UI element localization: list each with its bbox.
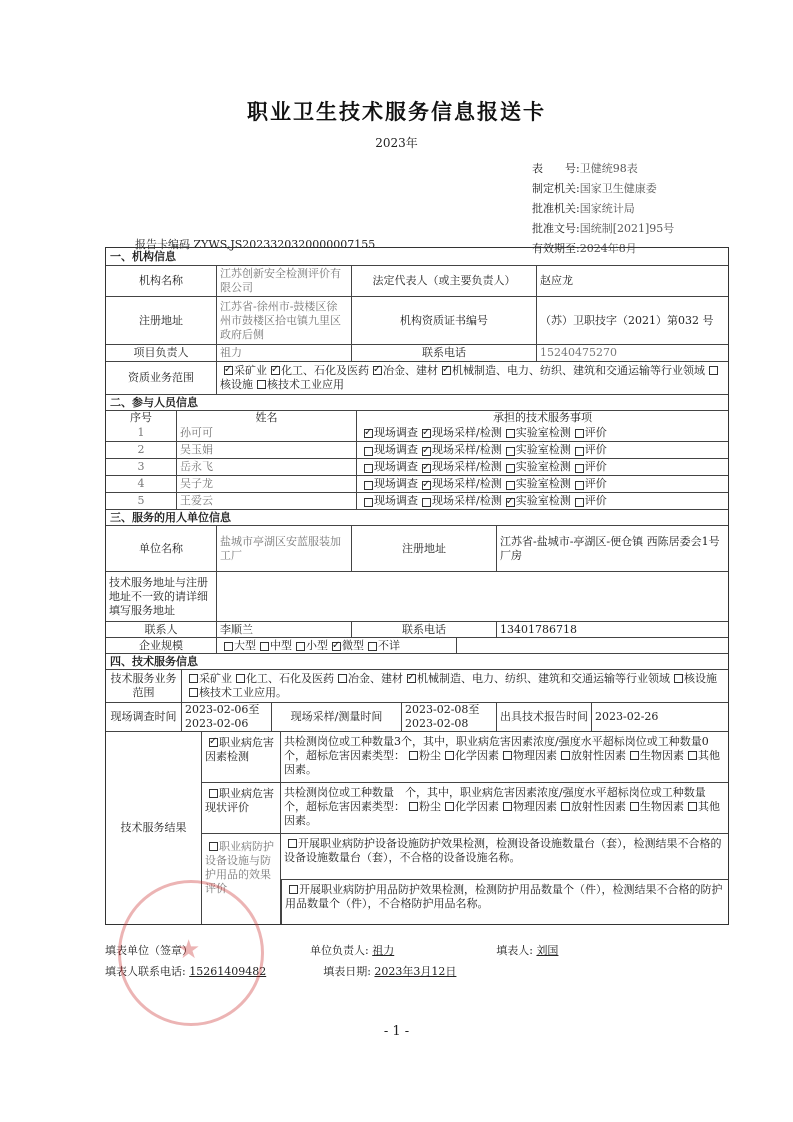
- task-label: 现场采样/检测: [432, 494, 502, 507]
- org-address: 江苏省-徐州市-鼓楼区徐州市鼓楼区拾屯镇九里区政府后侧: [216, 297, 351, 344]
- checkbox-label: 放射性因素: [571, 800, 626, 813]
- checkbox-label: 放射性因素: [571, 749, 626, 762]
- meta-label: 表 号:: [532, 162, 580, 175]
- checkbox-label: 采矿业: [234, 364, 267, 377]
- task-label: 评价: [584, 477, 607, 490]
- participant-row: [106, 492, 728, 509]
- checkbox[interactable]: [442, 366, 451, 375]
- checkbox-label: 其他因素。: [284, 749, 720, 776]
- task-label: 实验室检测: [515, 460, 571, 473]
- task-checkbox[interactable]: [506, 429, 515, 438]
- r2-text-cell: [280, 783, 728, 833]
- sample-time-label: 现场采样/测量时间: [271, 703, 401, 731]
- unit-tel-label: 联系电话: [351, 622, 496, 637]
- task-checkbox[interactable]: [364, 464, 373, 473]
- checkbox[interactable]: [224, 366, 233, 375]
- meta-line: [532, 220, 674, 236]
- participant-no: 3: [137, 460, 145, 473]
- checkbox[interactable]: [236, 674, 245, 683]
- checkbox[interactable]: [224, 642, 233, 651]
- task-label: 现场采样/检测: [432, 443, 502, 456]
- task-label: 实验室检测: [515, 477, 571, 490]
- checkbox-label: 化学因素: [455, 749, 499, 762]
- contact: 李顺兰: [216, 622, 351, 637]
- filler-tel: 15261409482: [189, 965, 267, 978]
- checkbox-label: 冶金、建材: [383, 364, 438, 377]
- checkbox[interactable]: [674, 674, 683, 683]
- task-checkbox[interactable]: [364, 498, 373, 507]
- header-name: 姓名: [176, 411, 356, 424]
- checkbox[interactable]: [688, 802, 697, 811]
- checkbox[interactable]: [561, 751, 570, 760]
- checkbox[interactable]: [373, 366, 382, 375]
- qual-scope: [216, 362, 728, 394]
- r3b-text: 开展职业病防护用品防护效果检测，检测防护用品数量个（件），检测结果不合格的防护用品数量个（件），不合格防护用品名称。: [285, 883, 723, 910]
- task-checkbox[interactable]: [575, 464, 584, 473]
- pm-label: 项目负责人: [133, 346, 189, 359]
- task-checkbox[interactable]: [575, 447, 584, 456]
- org-address-label: 注册地址: [139, 313, 183, 327]
- size-label: 企业规模: [139, 638, 183, 652]
- checkbox[interactable]: [368, 642, 377, 651]
- r3a-cell: [281, 834, 728, 880]
- unit-head: 祖力: [372, 944, 395, 957]
- r3b-cell: [281, 880, 728, 924]
- checkbox[interactable]: [189, 688, 198, 697]
- unit-address-label: 注册地址: [351, 526, 496, 571]
- checkbox-label: 化工、石化及医药: [281, 364, 369, 377]
- legal-rep-label: 法定代表人（或主要负责人）: [351, 266, 536, 296]
- form-title: 职业卫生技术服务信息报送卡: [247, 99, 546, 124]
- checkbox-label: 粉尘: [419, 749, 441, 762]
- report-time-label: 出具技术报告时间: [496, 703, 591, 731]
- checkbox[interactable]: [561, 802, 570, 811]
- org-name-label: 机构名称: [139, 274, 183, 287]
- participant-row: [106, 458, 728, 475]
- checkbox-label: 小型: [306, 638, 328, 652]
- pm: 祖力: [216, 345, 351, 361]
- participant-tasks: [356, 442, 728, 458]
- task-label: 现场调查: [374, 425, 418, 439]
- task-checkbox[interactable]: [364, 447, 373, 456]
- meta-value: 国家卫生健康委: [579, 182, 657, 195]
- filler-tel-label: 填表人联系电话:: [105, 965, 186, 978]
- checkbox-label: 物理因素: [513, 749, 557, 762]
- participant-row: [106, 424, 728, 441]
- checkbox-label: 采矿业: [199, 672, 232, 685]
- task-label: 实验室检测: [515, 443, 571, 456]
- meta-label: 有效期至:: [532, 242, 580, 255]
- task-label: 现场调查: [374, 460, 418, 473]
- header-no: 序号: [130, 411, 152, 424]
- r3b-checkbox[interactable]: [289, 885, 298, 894]
- checkbox[interactable]: [688, 751, 697, 760]
- section-4-heading: 四、技术服务信息: [110, 654, 198, 668]
- checkbox-label: 核技术工业应用。: [199, 686, 287, 699]
- task-label: 评价: [584, 425, 607, 439]
- task-checkbox[interactable]: [422, 429, 431, 438]
- checkbox-label: 生物因素: [640, 749, 684, 762]
- checkbox-label: 微型: [342, 638, 364, 652]
- service-address-label: 技术服务地址与注册地址不一致的请详细填写服务地址: [109, 575, 208, 617]
- legal-rep: 赵应龙: [536, 266, 728, 296]
- cert-no: （苏）卫职技字（2021）第032 号: [536, 297, 728, 344]
- meta-value: 国统制[2021]95号: [579, 222, 675, 235]
- task-label: 实验室检测: [515, 494, 571, 507]
- checkbox-label: 化工、石化及医药: [246, 672, 334, 685]
- fill-date: 2023年3月12日: [374, 965, 457, 978]
- checkbox-label: 大型: [234, 638, 256, 652]
- task-checkbox[interactable]: [575, 498, 584, 507]
- participant-name: 吴玉娟: [176, 442, 356, 458]
- participant-name: 王爱云: [176, 493, 356, 509]
- fill-date-label: 填表日期:: [323, 965, 371, 978]
- participant-no: 2: [137, 443, 145, 456]
- checkbox[interactable]: [189, 674, 198, 683]
- unit-name: 盐城市亭湖区安蓝服装加工厂: [216, 526, 351, 571]
- participant-name: 岳永飞: [176, 459, 356, 475]
- task-checkbox[interactable]: [422, 464, 431, 473]
- unit-tel: 13401786718: [496, 622, 728, 637]
- task-checkbox[interactable]: [506, 447, 515, 456]
- org-name: 江苏创新安全检测评价有限公司: [216, 266, 351, 296]
- task-label: 评价: [584, 443, 607, 456]
- qual-scope-label: 资质业务范围: [128, 371, 194, 384]
- task-label: 现场调查: [374, 477, 418, 490]
- cert-no-label: 机构资质证书编号: [351, 297, 536, 344]
- checkbox[interactable]: [445, 802, 454, 811]
- filler-label: 填表人:: [496, 944, 533, 957]
- r1-label-cell: [202, 732, 280, 782]
- checkbox[interactable]: [409, 751, 418, 760]
- checkbox-label: 化学因素: [455, 800, 499, 813]
- task-label: 现场调查: [374, 443, 418, 456]
- task-checkbox[interactable]: [575, 429, 584, 438]
- task-checkbox[interactable]: [575, 481, 584, 490]
- fill-unit-label: 填表单位（签章）: [105, 944, 193, 957]
- task-label: 实验室检测: [515, 425, 571, 439]
- r3a-text: 开展职业病防护设备设施防护效果检测，检测设备设施数量台（套），检测结果不合格的设备设施数量台（套），不合格的设备设施名称。: [284, 837, 722, 864]
- report-form: [105, 247, 729, 925]
- sample-time: 2023-02-08至2023-02-08: [401, 703, 496, 731]
- checkbox[interactable]: [338, 674, 347, 683]
- checkbox-label: 核技术工业应用: [267, 378, 344, 391]
- participant-no: 5: [137, 494, 145, 507]
- r2-label-cell: [202, 783, 280, 833]
- participant-no: 1: [137, 425, 145, 439]
- r1-checkbox[interactable]: [209, 738, 218, 747]
- checkbox-label: 生物因素: [640, 800, 684, 813]
- unit-head-label: 单位负责人:: [310, 944, 369, 957]
- participant-row: [106, 441, 728, 458]
- checkbox[interactable]: [630, 802, 639, 811]
- page-number: - 1 -: [383, 1024, 410, 1039]
- meta-line: [532, 160, 638, 176]
- r1-label: 职业病危害因素检测: [205, 736, 274, 763]
- checkbox-label: 冶金、建材: [348, 672, 403, 685]
- r2-text: 共检测岗位或工种数量 个，其中，职业病危害因素浓度/强度水平超标岗位或工种数量 个，超标危害因素类型：: [284, 786, 717, 813]
- checkbox[interactable]: [503, 802, 512, 811]
- checkbox-label: 其他因素。: [284, 800, 720, 827]
- service-address: [216, 572, 728, 621]
- checkbox[interactable]: [709, 366, 718, 375]
- checkbox[interactable]: [503, 751, 512, 760]
- meta-value: 国家统计局: [579, 202, 635, 215]
- checkbox-label: 物理因素: [513, 800, 557, 813]
- meta-label: 批准机关:: [532, 202, 580, 215]
- task-checkbox[interactable]: [364, 429, 373, 438]
- survey-time: 2023-02-06至2023-02-06: [181, 703, 271, 731]
- checkbox-label: 中型: [270, 638, 292, 652]
- checkbox-label: 不详: [378, 638, 400, 652]
- r1-text: 共检测岗位或工种数量3个，其中，职业病危害因素浓度/强度水平超标岗位或工种数量0个，超标危害因素类型：: [284, 735, 709, 762]
- checkbox[interactable]: [271, 366, 280, 375]
- participants-table: [106, 424, 728, 509]
- checkbox-label: 核设施: [220, 378, 253, 391]
- task-label: 现场采样/检测: [432, 425, 502, 439]
- participant-tasks: [356, 493, 728, 509]
- org-tel-label: 联系电话: [351, 345, 536, 361]
- r2-checkbox[interactable]: [209, 789, 218, 798]
- unit-name-label: 单位名称: [139, 541, 183, 555]
- report-number: 报告卡编码 ZYWS,JS2023320320000007155: [135, 238, 376, 251]
- participant-tasks: [356, 459, 728, 475]
- r3-label: 职业病防护设备设施与防护用品的效果评价: [205, 840, 274, 895]
- task-label: 评价: [584, 460, 607, 473]
- r1-text-cell: [280, 732, 728, 782]
- svc-scope-label: 技术服务业务范围: [110, 672, 177, 699]
- task-label: 现场调查: [374, 494, 418, 507]
- task-checkbox[interactable]: [422, 498, 431, 507]
- participant-tasks: [356, 476, 728, 492]
- section-3-heading: 三、服务的用人单位信息: [110, 510, 231, 524]
- participant-row: [106, 475, 728, 492]
- meta-line: [532, 200, 635, 216]
- task-checkbox[interactable]: [422, 447, 431, 456]
- r3a-checkbox[interactable]: [288, 839, 297, 848]
- meta-label: 制定机关:: [532, 182, 580, 195]
- result-block: [201, 732, 728, 924]
- checkbox-label: 机械制造、电力、纺织、建筑和交通运输等行业领域: [417, 672, 670, 685]
- report-time: 2023-02-26: [591, 703, 728, 731]
- meta-label: 批准文号:: [532, 222, 580, 235]
- header-task: 承担的技术服务事项: [356, 411, 728, 424]
- meta-value: 2024年8月: [579, 242, 637, 255]
- checkbox-label: 粉尘: [419, 800, 441, 813]
- task-label: 现场采样/检测: [432, 460, 502, 473]
- task-label: 评价: [584, 494, 607, 507]
- checkbox-label: 核设施: [684, 672, 717, 685]
- participant-name: 孙可可: [176, 424, 356, 441]
- meta-line: [532, 180, 657, 196]
- checkbox[interactable]: [630, 751, 639, 760]
- contact-label: 联系人: [144, 622, 178, 636]
- task-checkbox[interactable]: [506, 464, 515, 473]
- checkbox[interactable]: [407, 674, 416, 683]
- participant-tasks: [356, 424, 728, 441]
- participant-no: 4: [137, 477, 145, 490]
- checkbox[interactable]: [409, 802, 418, 811]
- participant-name: 吴子龙: [176, 476, 356, 492]
- survey-time-label: 现场调查时间: [110, 710, 177, 723]
- task-checkbox[interactable]: [506, 498, 515, 507]
- task-checkbox[interactable]: [364, 481, 373, 490]
- task-checkbox[interactable]: [506, 481, 515, 490]
- result-label: 技术服务结果: [120, 821, 187, 834]
- checkbox-label: 机械制造、电力、纺织、建筑和交通运输等行业领域: [452, 364, 705, 377]
- checkbox[interactable]: [296, 642, 305, 651]
- section-2-heading: 二、参与人员信息: [110, 395, 198, 409]
- section-1-heading: 一、机构信息: [110, 249, 176, 263]
- org-tel: 15240475270: [536, 345, 728, 361]
- task-label: 现场采样/检测: [432, 477, 502, 490]
- task-checkbox[interactable]: [422, 481, 431, 490]
- r2-label: 职业病危害现状评价: [205, 787, 274, 814]
- checkbox[interactable]: [260, 642, 269, 651]
- unit-address: 江苏省-盐城市-亭湖区-便仓镇 西陈居委会1号厂房: [496, 526, 728, 571]
- form-year: 2023年: [375, 136, 418, 150]
- checkbox[interactable]: [332, 642, 341, 651]
- seal-star-icon: ★: [177, 935, 201, 965]
- meta-value: 卫健统98表: [579, 162, 638, 175]
- filler: 刘国: [536, 944, 559, 957]
- r3-checkbox[interactable]: [209, 842, 218, 851]
- size-options: [216, 638, 456, 653]
- svc-scope: [181, 670, 728, 702]
- checkbox[interactable]: [257, 380, 266, 389]
- checkbox[interactable]: [445, 751, 454, 760]
